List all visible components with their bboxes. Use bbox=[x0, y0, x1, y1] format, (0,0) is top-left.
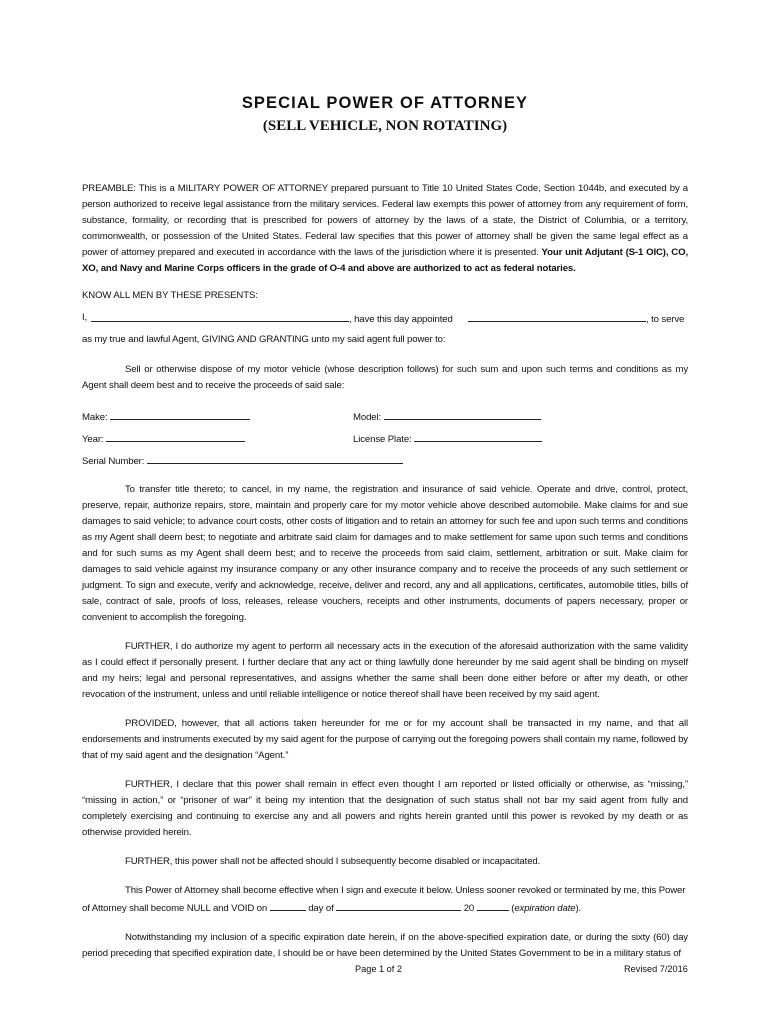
model-label: Model: bbox=[353, 412, 382, 423]
year-label: Year: bbox=[82, 434, 104, 445]
serial-row bbox=[82, 452, 688, 468]
agent-grant-line: as my true and lawful Agent, GIVING AND GRANTING unto my said agent full power to: bbox=[82, 334, 446, 345]
paren-open: ( bbox=[511, 903, 515, 914]
make-model-row bbox=[82, 408, 688, 424]
document-body bbox=[82, 181, 688, 962]
document-subtitle: (SELL VEHICLE, NON ROTATING) bbox=[262, 118, 508, 134]
expiration-month-field[interactable] bbox=[336, 899, 461, 911]
expiration-day-field[interactable] bbox=[270, 899, 306, 911]
year-field[interactable] bbox=[106, 430, 245, 442]
paren-close: ). bbox=[575, 903, 582, 914]
serial-number-label: Serial Number: bbox=[82, 456, 145, 467]
principal-prefix: I, bbox=[82, 312, 88, 323]
make-label: Make: bbox=[82, 412, 108, 423]
null-void-text: of Attorney shall become NULL and VOID on bbox=[82, 903, 268, 914]
serial-number-field[interactable] bbox=[147, 452, 403, 464]
revision-date: Revised 7/2016 bbox=[624, 964, 688, 974]
license-plate-field[interactable] bbox=[414, 430, 542, 442]
further-status-paragraph: FURTHER, I declare that this power shall remain in effect even thought I am reported or listed officially or otherwise, as “missing,” “missing in action,” or “prisoner of war” it being my intention that the designation of such status shall not bar my said agent from fully and completely exercising and continuing to exercise any and all powers and rights herein granted until this power is revoked by my death or as otherwise provided herein. bbox=[82, 779, 688, 838]
page-number: Page 1 of 2 bbox=[355, 964, 402, 974]
day-of-text: day of bbox=[308, 903, 334, 914]
serve-text: , to serve bbox=[646, 314, 685, 325]
preamble-notary-note: Your unit Adjutant (S-1 OIC), CO, XO, and Navy and Marine Corps officers in the grade of O-4 and above are authorized to act as federal notaries. bbox=[82, 247, 689, 274]
provided-paragraph: PROVIDED, however, that all actions taken hereunder for me or for my account shall be transacted in my name, and that all endorsements and instruments executed by my said agent for the purpose of carrying out the foregoing powers shall contain my name, followed by that of my said agent and the designation “Agent.” bbox=[82, 718, 688, 761]
further-authorization-paragraph: FURTHER, I do authorize my agent to perform all necessary acts in the execution of the aforesaid authorization with the same validity as I could effect if personally present. I further declare that any act or thing lawfully done hereunder by me said agent shall be binding on myself and my heirs; legal and personal representatives, and assigns whether the same shall been done either before or after my death, or other revocation of the instrument, unless and until reliable intelligence or notice thereof shall have been received by my said agent. bbox=[82, 641, 688, 700]
know-all-heading: KNOW ALL MEN BY THESE PRESENTS: bbox=[82, 290, 258, 301]
expiration-date-hint: expiration date bbox=[514, 903, 576, 914]
notwithstanding-paragraph: Notwithstanding my inclusion of a specific expiration date herein, if on the above-specified expiration date, or during the sixty (60) day period preceding that specified expiration date, I should be or have been determined by the United States Government to be in a military status of bbox=[82, 932, 688, 959]
appointment-line bbox=[82, 310, 688, 326]
principal-name-field[interactable] bbox=[91, 310, 349, 322]
effective-date-line: This Power of Attorney shall become effective when I sign and execute it below. Unless sooner revoked or terminated by me, this Power bbox=[125, 885, 686, 896]
preamble-text: PREAMBLE: This is a MILITARY POWER OF ATTORNEY prepared pursuant to Title 10 United States Code, Section 1044b, and executed by a person authorized to receive legal assistance from the military services. Federal law exempts this power of attorney from any requirement of form, substance, formality, or recording that is prescribed for powers of attorney by the laws of a state, the District of Columbia, or a territory, commonwealth, or possession of the United States. Federal law specifies that this power of attorney shall be given the same legal effect as a power of attorney prepared and executed in accordance with the laws of the jurisdiction where it is presented. bbox=[82, 183, 688, 258]
preamble-paragraph bbox=[82, 181, 688, 277]
agent-name-field[interactable] bbox=[468, 310, 646, 322]
year-plate-row bbox=[82, 430, 688, 446]
model-field[interactable] bbox=[384, 408, 541, 420]
transfer-paragraph: To transfer title thereto; to cancel, in my name, the registration and insurance of said vehicle. Operate and drive, control, protect, preserve, repair, authorize repairs, store, maintain and properly care for my motor vehicle above described automobile. Make claims for and sue damages to said vehicle; to advance court costs, other costs of litigation and to retain an attorney for such fee and upon such terms and conditions as my Agent shall deem best; to negotiate and arbitrate said claim for damages and to make settlement for same upon such terms and conditions and for such sums as my Agent shall deem best; and to receive the proceeds from said claim, settlement, arbitration or suit. Make claim for damages to said vehicle against my insurance company or any other insurance company and to receive the proceeds of any such settlement or judgment. To sign and execute, verify and acknowledge, receive, deliver and record, any and all applications, certificates, automobile titles, bills of sale, contract of sale, proofs of loss, releases, release vouchers, receipts and other instruments, documents of papers necessary, proper or convenient to accomplish the foregoing. bbox=[82, 484, 688, 623]
expiration-line bbox=[82, 899, 688, 917]
license-plate-label: License Plate: bbox=[353, 434, 412, 445]
make-field[interactable] bbox=[110, 408, 250, 420]
century-text: 20 bbox=[463, 903, 475, 914]
sell-paragraph: Sell or otherwise dispose of my motor vehicle (whose description follows) for such sum and upon such terms and conditions as my Agent shall deem best and to receive the proceeds of said sale: bbox=[82, 364, 688, 391]
expiration-year-field[interactable] bbox=[477, 899, 509, 911]
document-title: SPECIAL POWER OF ATTORNEY bbox=[241, 94, 529, 112]
further-disability-paragraph: FURTHER, this power shall not be affected should I subsequently become disabled or incapacitated. bbox=[125, 856, 541, 867]
appointment-text: , have this day appointed bbox=[349, 314, 453, 325]
